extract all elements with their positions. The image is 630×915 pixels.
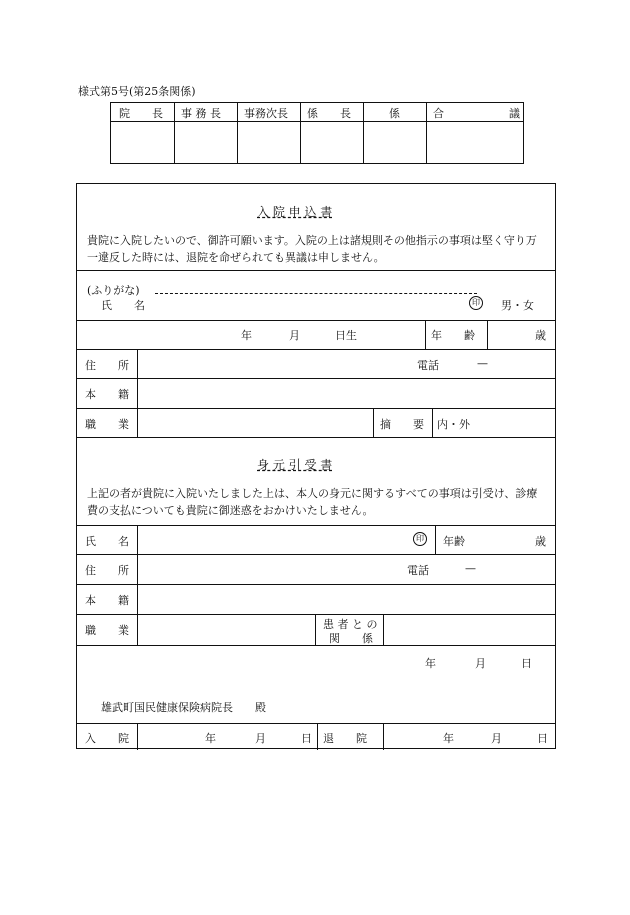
age-unit: 歳 — [535, 329, 546, 342]
approval-header-chief: 係 長 — [307, 107, 351, 120]
phone-dash: — — [477, 357, 488, 370]
guarantor-age-unit: 歳 — [535, 535, 546, 548]
admit-year: 年 — [205, 732, 216, 745]
birth-year-label: 年 — [241, 329, 252, 342]
addressee: 雄武町国民健康保険病院長 殿 — [101, 701, 266, 714]
approval-header-deputy: 事務次長 — [244, 107, 288, 120]
admit-month: 月 — [255, 732, 266, 745]
seal-icon: 印 — [469, 296, 483, 310]
furigana-line — [155, 293, 477, 294]
guarantor-title: 身 元 引 受 書 — [257, 458, 333, 472]
date-year-label: 年 — [425, 657, 436, 670]
birth-month-label: 月 — [289, 329, 300, 342]
approval-header-secretary: 事 務 長 — [181, 107, 221, 120]
guarantor-name-label: 氏 名 — [85, 535, 129, 548]
form-number-label: 様式第5号(第25条関係) — [78, 85, 196, 98]
admit-day: 日 — [301, 732, 312, 745]
discharge-label: 退 院 — [323, 732, 367, 745]
relation-label-2: 関 係 — [329, 632, 373, 645]
approval-stamp-table — [110, 102, 524, 164]
approval-header-director: 院 長 — [119, 107, 163, 120]
summary-value: 内・外 — [437, 418, 470, 431]
guarantor-seal-icon: 印 — [413, 532, 427, 546]
guarantor-address-label: 住 所 — [85, 564, 129, 577]
guarantor-age-label: 年齢 — [443, 535, 465, 548]
discharge-month: 月 — [491, 732, 502, 745]
date-month-label: 月 — [475, 657, 486, 670]
gender-field: 男・女 — [501, 299, 534, 312]
summary-label: 摘 要 — [380, 418, 424, 431]
guarantor-phone-label: 電話 — [407, 564, 429, 577]
occupation-label: 職 業 — [85, 418, 129, 431]
approval-header-staff: 係 — [389, 107, 400, 120]
name-label: 氏 名 — [101, 299, 145, 312]
admission-title: 入 院 申 込 書 — [257, 205, 333, 219]
birth-day-label: 日生 — [335, 329, 357, 342]
guarantor-domicile-label: 本 籍 — [85, 594, 129, 607]
admission-form — [76, 183, 556, 749]
domicile-label: 本 籍 — [85, 388, 129, 401]
relation-label-1: 患 者 と の — [323, 618, 378, 631]
date-day-label: 日 — [521, 657, 532, 670]
guarantor-body: 上記の者が貴院に入院いたしました上は、本人の身元に関するすべての事項は引受け、診療費の支払についても貴院に御迷惑をおかけいたしません。 — [87, 487, 538, 517]
age-label: 年 齢 — [431, 329, 475, 342]
guarantor-occupation-label: 職 業 — [85, 624, 129, 637]
admission-body: 貴院に入院したいので、御許可願います。入院の上は諸規則その他指示の事項は堅く守り万一違反した時には、退院を命ぜられても異議は申しません。 — [87, 234, 537, 264]
admit-label: 入 院 — [85, 732, 129, 745]
discharge-year: 年 — [443, 732, 454, 745]
discharge-day: 日 — [537, 732, 548, 745]
approval-header-consult-1: 合 — [433, 107, 444, 120]
approval-header-consult-2: 議 — [509, 107, 520, 120]
phone-label: 電話 — [417, 359, 439, 372]
furigana-label: (ふりがな) — [87, 284, 140, 297]
address-label: 住 所 — [85, 359, 129, 372]
guarantor-phone-dash: — — [465, 562, 476, 575]
